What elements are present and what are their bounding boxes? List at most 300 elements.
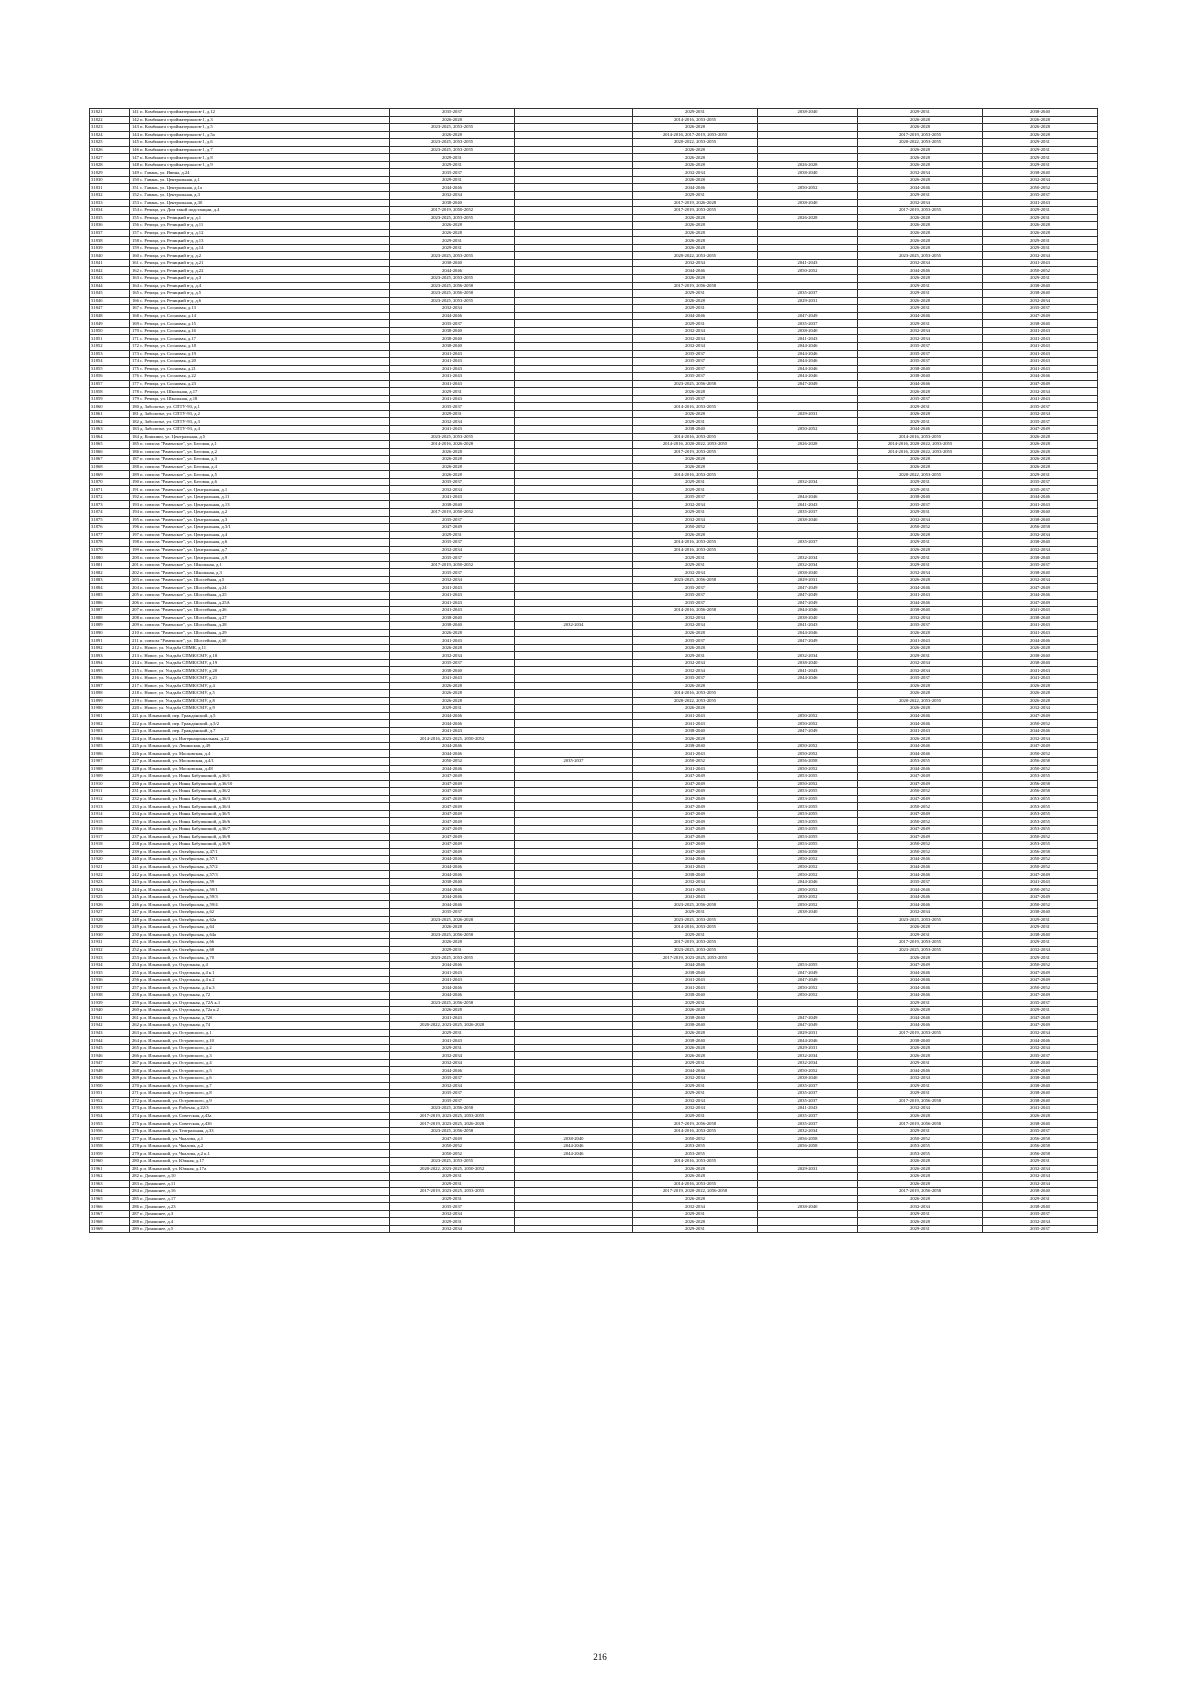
table-cell: 2038-2040 (983, 1203, 1098, 1211)
table-row (90, 471, 1098, 479)
table-cell: 2026-2028 (633, 214, 758, 222)
table-cell: 2050-2052 (983, 961, 1098, 969)
table-cell: 2041-2043 (390, 727, 515, 735)
table-cell: 253 р.п. Ильинский, ул. Октябрьская, д.70 (130, 954, 390, 962)
table-row (90, 1173, 1098, 1181)
table-cell (515, 1022, 633, 1030)
table-cell: 2029-2031 (858, 1225, 983, 1233)
table-cell: 31902 (90, 720, 130, 728)
table-cell: 2044-2046 (390, 765, 515, 773)
table-cell: 2044-2046 (633, 267, 758, 275)
table-cell: 2029-2031 (858, 1082, 983, 1090)
table-cell: 177 с. Речица, ул. Сосновая, д.23 (130, 380, 390, 388)
table-cell: 2014-2016, 2026-2028 (390, 441, 515, 449)
table-cell (515, 584, 633, 592)
table-row (90, 886, 1098, 894)
table-cell: 2053-2055 (758, 961, 858, 969)
table-cell: 2035-2037 (858, 622, 983, 630)
table-row (90, 856, 1098, 864)
table-cell: 2017-2019, 2053-2055 (858, 207, 983, 215)
table-cell: 2026-2028 (858, 463, 983, 471)
table-cell: 31889 (90, 622, 130, 630)
table-row (90, 976, 1098, 984)
table-row (90, 508, 1098, 516)
table-cell: 2035-2037 (758, 1120, 858, 1128)
table-cell: 2014-2016, 2056-2058 (633, 607, 758, 615)
table-cell: 2029-2031 (858, 539, 983, 547)
table-cell: 2029-2031 (390, 531, 515, 539)
table-cell: 2047-2049 (633, 773, 758, 781)
table-cell: 31851 (90, 335, 130, 343)
table-cell: 159 с. Речица, ул. Речицкий в-д, д.14 (130, 244, 390, 252)
table-row (90, 1142, 1098, 1150)
table-cell: 2041-2043 (390, 380, 515, 388)
table-cell: 2032-2034 (983, 735, 1098, 743)
table-cell: 2041-2043 (983, 358, 1098, 366)
table-row (90, 350, 1098, 358)
table-cell: 2029-2031 (390, 1173, 515, 1181)
table-cell: 2023-2025, 2056-2058 (390, 290, 515, 298)
table-cell: 2038-2040 (983, 908, 1098, 916)
table-cell: 190 п. совхоза "Раменское", ул. Беговая, д.6 (130, 478, 390, 486)
table-cell: 2029-2031 (633, 109, 758, 117)
table-cell: 2026-2028 (390, 697, 515, 705)
table-cell: 2041-2043 (633, 984, 758, 992)
table-row (90, 1090, 1098, 1098)
table-cell (758, 448, 858, 456)
table-cell: 2038-2040 (515, 1135, 633, 1143)
table-cell: 200 п. совхоза "Раменское", ул. Центральная, д.9 (130, 554, 390, 562)
table-cell: 192 п. совхоза "Раменское", ул. Центральная, д.11 (130, 493, 390, 501)
table-cell: 284 п. Домашнее, д.16 (130, 1188, 390, 1196)
table-row (90, 207, 1098, 215)
table-cell: 2029-2031 (390, 946, 515, 954)
table-cell: 181 д. Заболотье, ул. СПТУ-93, д.2 (130, 410, 390, 418)
table-cell (515, 358, 633, 366)
table-cell: 2047-2049 (390, 818, 515, 826)
table-cell: 2017-2019, 2056-2058 (858, 1188, 983, 1196)
table-cell: 255 р.п. Ильинский, ул. Отдельная, д.4 к.1 (130, 969, 390, 977)
table-cell: 31837 (90, 229, 130, 237)
table-cell: 2047-2049 (390, 788, 515, 796)
table-cell: 2038-2040 (983, 290, 1098, 298)
table-cell: 2038-2040 (390, 614, 515, 622)
table-cell: 2047-2049 (983, 742, 1098, 750)
table-cell: 31821 (90, 109, 130, 117)
table-cell: 2032-2034 (390, 1052, 515, 1060)
table-cell: 31830 (90, 176, 130, 184)
table-cell: 2032-2034 (633, 501, 758, 509)
table-cell (515, 1075, 633, 1083)
table-row (90, 1158, 1098, 1166)
table-cell: 2026-2028 (983, 441, 1098, 449)
table-row (90, 1052, 1098, 1060)
table-cell (515, 1097, 633, 1105)
table-cell: 2047-2049 (633, 825, 758, 833)
table-row (90, 388, 1098, 396)
table-cell: 31933 (90, 954, 130, 962)
table-cell: 2035-2037 (390, 1097, 515, 1105)
table-cell: 2038-2040 (983, 508, 1098, 516)
table-cell: 2041-2043 (983, 350, 1098, 358)
table-cell: 2032-2034 (858, 335, 983, 343)
table-cell (758, 433, 858, 441)
table-cell: 2029-2031 (858, 478, 983, 486)
table-row (90, 342, 1098, 350)
table-cell: 2026-2028 (633, 410, 758, 418)
table-cell: 2017-2019, 2050-2052 (390, 561, 515, 569)
table-cell: 236 р.п. Ильинский, ул. Нины Бабушкиной, д.36/7 (130, 825, 390, 833)
table-row (90, 946, 1098, 954)
table-cell: 31844 (90, 282, 130, 290)
table-cell: 31879 (90, 546, 130, 554)
table-cell: 2014-2016, 2053-2055 (633, 433, 758, 441)
table-cell: 2023-2025, 2053-2055 (633, 916, 758, 924)
table-cell: 2032-2034 (758, 554, 858, 562)
table-cell (515, 373, 633, 381)
table-cell (758, 395, 858, 403)
table-cell: 31931 (90, 939, 130, 947)
table-cell: 213 с. Новое, ул. Усадьба СПМК/СМУ, д.18 (130, 652, 390, 660)
table-cell: 241 р.п. Ильинский, ул. Октябрьская, д.57/2 (130, 863, 390, 871)
table-cell (758, 207, 858, 215)
table-cell: 31953 (90, 1105, 130, 1113)
table-cell: 31923 (90, 878, 130, 886)
table-cell: 2047-2049 (633, 795, 758, 803)
table-cell: 2026-2028 (858, 1218, 983, 1226)
table-cell: 31829 (90, 169, 130, 177)
table-cell: 2023-2025, 2053-2055 (390, 433, 515, 441)
table-cell: 2032-2034 (633, 1075, 758, 1083)
table-cell: 2026-2028 (858, 1180, 983, 1188)
table-cell: 2047-2049 (858, 773, 983, 781)
table-cell: 2056-2058 (983, 524, 1098, 532)
table-cell: 31876 (90, 524, 130, 532)
table-cell: 31822 (90, 116, 130, 124)
table-cell: 235 р.п. Ильинский, ул. Нины Бабушкиной, д.36/6 (130, 818, 390, 826)
table-cell (515, 403, 633, 411)
table-cell: 31939 (90, 999, 130, 1007)
table-cell: 148 п. Комбината стройматериалов-1, д.9 (130, 161, 390, 169)
table-cell: 2038-2040 (633, 425, 758, 433)
table-cell: 31842 (90, 267, 130, 275)
table-cell: 2050-2052 (758, 765, 858, 773)
table-cell: 31951 (90, 1090, 130, 1098)
table-cell: 2053-2055 (983, 818, 1098, 826)
table-cell: 2026-2028 (983, 690, 1098, 698)
table-cell: 2023-2025, 2056-2058 (390, 931, 515, 939)
table-cell: 209 п. совхоза "Раменское", ул. Шоссейная, д.28 (130, 622, 390, 630)
table-cell: 2038-2040 (758, 516, 858, 524)
table-cell: 2023-2025, 2026-2028 (390, 916, 515, 924)
table-row (90, 259, 1098, 267)
table-cell: 2035-2037 (633, 637, 758, 645)
table-cell: 2050-2052 (858, 848, 983, 856)
table-cell: 31903 (90, 727, 130, 735)
table-cell (515, 1158, 633, 1166)
table-cell: 2029-2031 (983, 146, 1098, 154)
table-cell: 31913 (90, 803, 130, 811)
table-cell: 2014-2016, 2053-2055 (633, 924, 758, 932)
table-cell: 2038-2040 (983, 539, 1098, 547)
table-cell: 165 с. Речица, ул. Речицкий в-д, д.5 (130, 290, 390, 298)
table-cell: 151 с. Гавань, ул. Центральная, д.1а (130, 184, 390, 192)
table-cell: 2044-2046 (858, 1067, 983, 1075)
table-cell: 2020-2022, 2053-2055 (633, 697, 758, 705)
table-cell: 2014-2016, 2020-2022, 2053-2055 (858, 441, 983, 449)
table-cell: 2029-2031 (633, 554, 758, 562)
table-cell (758, 305, 858, 313)
table-cell: 2053-2055 (983, 773, 1098, 781)
table-cell: 2029-2031 (983, 939, 1098, 947)
table-cell: 2023-2025, 2053-2055 (858, 916, 983, 924)
table-cell: 2050-2052 (983, 901, 1098, 909)
table-cell: 2053-2055 (758, 803, 858, 811)
table-cell: 2041-2043 (983, 342, 1098, 350)
table-row (90, 139, 1098, 147)
table-cell: 2029-2031 (633, 1090, 758, 1098)
table-cell: 2023-2025, 2053-2055 (390, 1158, 515, 1166)
table-row (90, 229, 1098, 237)
table-cell: 2026-2028 (390, 471, 515, 479)
table-cell (758, 939, 858, 947)
table-cell: 262 р.п. Ильинский, ул. Отдельная, д.74 (130, 1022, 390, 1030)
table-cell: 2047-2049 (390, 841, 515, 849)
table-cell: 2041-2043 (983, 1105, 1098, 1113)
table-cell: 279 р.п. Ильинский, ул. Чкалова, д.2 к.1 (130, 1150, 390, 1158)
table-cell: 2035-2037 (758, 320, 858, 328)
table-cell: 2026-2028 (983, 682, 1098, 690)
table-cell: 2053-2055 (633, 1150, 758, 1158)
table-cell: 2053-2055 (983, 795, 1098, 803)
table-cell: 2044-2046 (858, 380, 983, 388)
table-row (90, 584, 1098, 592)
table-cell (515, 154, 633, 162)
table-cell: 2020-2022, 2023-2025, 2050-2052 (390, 1165, 515, 1173)
table-cell: 2032-2034 (983, 531, 1098, 539)
table-cell: 2050-2052 (390, 1150, 515, 1158)
table-cell: 2026-2028 (633, 1052, 758, 1060)
table-cell: 223 р.п. Ильинский, пер. Гражданский, д.7 (130, 727, 390, 735)
table-cell: 2044-2046 (758, 358, 858, 366)
table-cell: 2026-2028 (633, 154, 758, 162)
table-cell: 185 п. совхоза "Раменское", ул. Беговая, д.1 (130, 441, 390, 449)
table-cell: 31967 (90, 1210, 130, 1218)
table-cell: 31966 (90, 1203, 130, 1211)
table-cell: 210 п. совхоза "Раменское", ул. Шоссейная, д.29 (130, 629, 390, 637)
table-cell: 2026-2028 (390, 229, 515, 237)
table-cell: 2029-2031 (633, 478, 758, 486)
table-cell: 234 р.п. Ильинский, ул. Нины Бабушкиной, д.36/5 (130, 810, 390, 818)
table-cell: 31833 (90, 199, 130, 207)
table-row (90, 810, 1098, 818)
table-cell: 2035-2037 (390, 478, 515, 486)
table-row (90, 448, 1098, 456)
table-cell (515, 682, 633, 690)
table-cell (515, 350, 633, 358)
table-row (90, 1203, 1098, 1211)
table-cell: 2035-2037 (758, 1090, 858, 1098)
table-cell: 31827 (90, 154, 130, 162)
table-cell: 2050-2052 (758, 886, 858, 894)
table-cell: 2026-2028 (858, 1165, 983, 1173)
table-row (90, 1165, 1098, 1173)
table-cell (515, 546, 633, 554)
table-cell: 2032-2034 (390, 486, 515, 494)
table-cell: 2032-2034 (858, 169, 983, 177)
table-cell: 31942 (90, 1022, 130, 1030)
table-cell: 254 р.п. Ильинский, ул. Отдельная, д.4 (130, 961, 390, 969)
table-cell: 2029-2031 (858, 282, 983, 290)
table-cell: 2038-2040 (758, 327, 858, 335)
table-cell: 31907 (90, 758, 130, 766)
table-cell: 31838 (90, 237, 130, 245)
table-cell: 2047-2049 (858, 810, 983, 818)
table-cell (515, 388, 633, 396)
table-cell: 31854 (90, 358, 130, 366)
table-cell: 2035-2037 (858, 358, 983, 366)
table-cell (515, 780, 633, 788)
table-cell: 2038-2040 (633, 969, 758, 977)
table-cell: 2032-2034 (758, 1052, 858, 1060)
table-cell: 238 р.п. Ильинский, ул. Нины Бабушкиной, д.36/9 (130, 841, 390, 849)
table-row (90, 109, 1098, 117)
table-cell (515, 976, 633, 984)
table-cell: 286 п. Домашнее, д.23 (130, 1203, 390, 1211)
table-cell (515, 1044, 633, 1052)
table-cell: 2050-2052 (983, 720, 1098, 728)
table-cell: 31891 (90, 637, 130, 645)
table-cell: 233 р.п. Ильинский, ул. Нины Бабушкиной, д.36/4 (130, 803, 390, 811)
table-cell: 256 р.п. Ильинский, ул. Отдельная, д.4 к.2 (130, 976, 390, 984)
table-cell: 2026-2028 (983, 131, 1098, 139)
table-cell: 2026-2028 (858, 297, 983, 305)
table-cell: 2023-2025, 2053-2055 (633, 946, 758, 954)
table-cell: 2026-2028 (633, 456, 758, 464)
table-cell: 2023-2025, 2056-2058 (633, 901, 758, 909)
table-cell (758, 471, 858, 479)
table-cell: 2032-2034 (983, 576, 1098, 584)
table-cell: 2038-2040 (983, 1097, 1098, 1105)
table-cell: 145 п. Комбината стройматериалов-1, д.6 (130, 139, 390, 147)
table-cell: 154 с. Речица, ул. Дом такой подстанции, д.4 (130, 207, 390, 215)
table-row (90, 644, 1098, 652)
table-cell: 2023-2025, 2053-2055 (390, 124, 515, 132)
table-cell: 2035-2037 (858, 878, 983, 886)
table-cell: 2032-2034 (983, 546, 1098, 554)
table-cell: 257 р.п. Ильинский, ул. Отдельная, д.4 к.3 (130, 984, 390, 992)
table-row (90, 312, 1098, 320)
table-cell: 2038-2040 (758, 109, 858, 117)
table-cell: 240 р.п. Ильинский, ул. Октябрьская, д.57/1 (130, 856, 390, 864)
table-cell (758, 1173, 858, 1181)
table-cell: 280 р.п. Ильинский, ул. Южная, д.17 (130, 1158, 390, 1166)
table-cell (515, 795, 633, 803)
table-cell: 182 д. Заболотье, ул. СПТУ-93, д.3 (130, 418, 390, 426)
table-cell: 258 р.п. Ильинский, ул. Отдельная, д.72 (130, 991, 390, 999)
table-cell: 2041-2043 (390, 969, 515, 977)
table-row (90, 576, 1098, 584)
table-cell: 2029-2031 (633, 305, 758, 313)
table-cell: 2047-2049 (858, 795, 983, 803)
table-cell: 2050-2052 (983, 886, 1098, 894)
table-cell: 2026-2028 (858, 735, 983, 743)
table-cell: 2023-2025, 2056-2058 (390, 1105, 515, 1113)
table-cell: 2026-2028 (758, 161, 858, 169)
table-cell (515, 818, 633, 826)
table-cell: 2032-2034 (858, 1203, 983, 1211)
page-number: 216 (593, 1652, 607, 1662)
table-cell: 2032-2034 (983, 410, 1098, 418)
table-cell (515, 161, 633, 169)
table-cell: 31940 (90, 1007, 130, 1015)
table-cell (515, 1090, 633, 1098)
table-cell: 224 р.п. Ильинский, ул. Интернациональная, д.22 (130, 735, 390, 743)
table-cell: 2029-2031 (633, 486, 758, 494)
table-cell (758, 1150, 858, 1158)
table-row (90, 924, 1098, 932)
table-cell: 2026-2028 (633, 629, 758, 637)
table-cell (515, 222, 633, 230)
table-cell: 2026-2028 (633, 222, 758, 230)
table-cell (515, 418, 633, 426)
table-cell (515, 146, 633, 154)
table-row (90, 727, 1098, 735)
table-cell: 2041-2043 (390, 637, 515, 645)
table-cell: 2056-2058 (983, 1150, 1098, 1158)
table-cell (515, 961, 633, 969)
table-cell: 141 п. Комбината стройматериалов-1, д.12 (130, 109, 390, 117)
table-cell: 2041-2043 (390, 373, 515, 381)
table-cell (515, 901, 633, 909)
table-cell (515, 320, 633, 328)
table-cell: 2047-2049 (758, 969, 858, 977)
table-cell: 2050-2052 (983, 184, 1098, 192)
table-cell: 2050-2052 (758, 712, 858, 720)
table-cell: 31949 (90, 1075, 130, 1083)
table-cell: 2047-2049 (858, 833, 983, 841)
table-cell: 2047-2049 (633, 780, 758, 788)
table-cell (515, 554, 633, 562)
table-cell: 261 р.п. Ильинский, ул. Отдельная, д.72б (130, 1014, 390, 1022)
table-cell: 2032-2034 (983, 388, 1098, 396)
table-cell: 2038-2040 (633, 1022, 758, 1030)
table-cell: 31918 (90, 841, 130, 849)
table-row (90, 712, 1098, 720)
table-cell: 31922 (90, 871, 130, 879)
table-cell: 2026-2028 (858, 644, 983, 652)
table-cell (515, 229, 633, 237)
table-cell: 31946 (90, 1052, 130, 1060)
table-cell: 2026-2028 (633, 229, 758, 237)
table-cell: 2029-2031 (758, 1044, 858, 1052)
table-cell: 180 д. Заболотье, ул. СПТУ-93, д.1 (130, 403, 390, 411)
table-row (90, 237, 1098, 245)
table-cell: 2017-2019, 2050-2052 (390, 508, 515, 516)
table-cell (758, 916, 858, 924)
table-cell: 2026-2028 (858, 154, 983, 162)
table-row (90, 607, 1098, 615)
table-cell (515, 169, 633, 177)
table-cell: 2029-2031 (858, 508, 983, 516)
table-cell: 2032-2034 (633, 1105, 758, 1113)
table-cell (515, 259, 633, 267)
table-cell: 31916 (90, 825, 130, 833)
table-cell: 2050-2052 (983, 765, 1098, 773)
table-cell: 2014-2016, 2053-2055 (633, 539, 758, 547)
table-cell: 2044-2046 (983, 592, 1098, 600)
table-cell: 211 п. совхоза "Раменское", ул. Шоссейная, д.30 (130, 637, 390, 645)
